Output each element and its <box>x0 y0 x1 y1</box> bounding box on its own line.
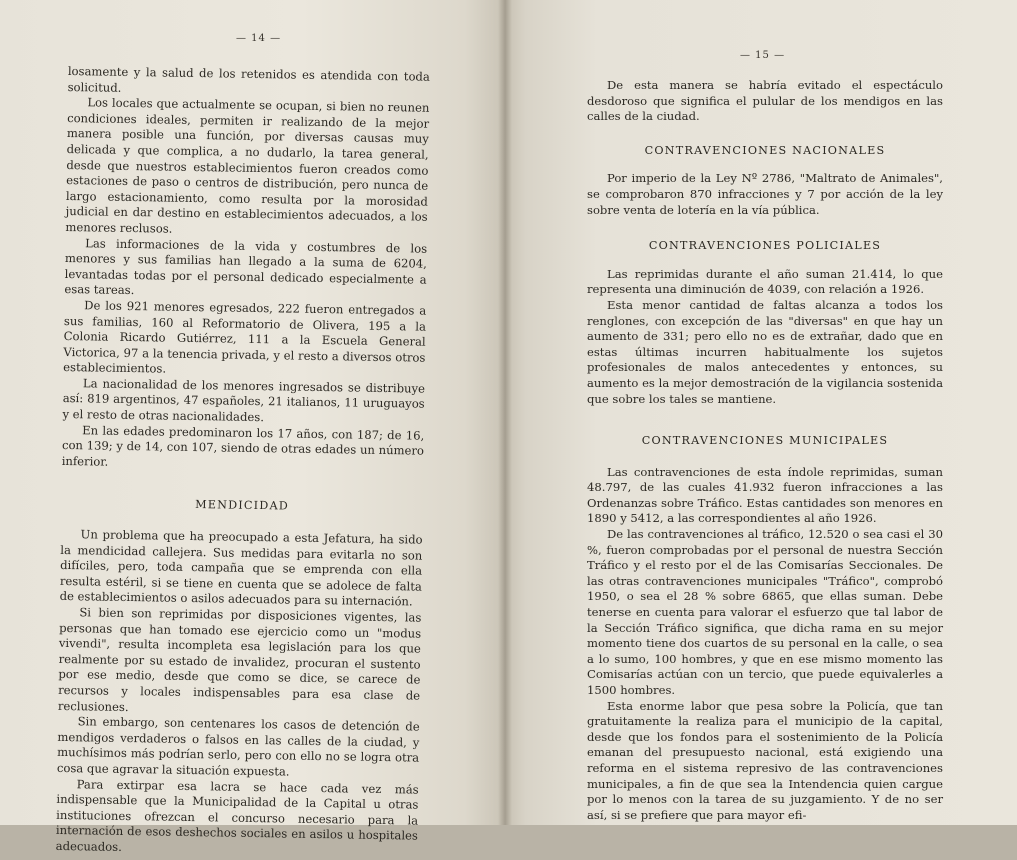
paragraph: Las contravenciones de esta índole reprimidas, suman 48.797, de las cuales 41.932 fueron infracciones a las Ordenanzas sobre Tráfico. Estas cantidades son menores en 1890 y 5412, a las correspondientes al año 1926. <box>587 464 943 526</box>
paragraph: De las contravenciones al tráfico, 12.520 o sea casi el 30 %, fueron comprobadas por el personal de nuestra Sección Tráfico y el resto por el de las Comisarías Seccionales. De las otras contravenciones municipales "Tráfico", comprobó 1950, o sea el 28 % sobre 6865, que ellas suman. Debe tenerse en cuenta para valorar el esfuerzo que tal labor de la Sección Tráfico significa, que dicha rama en su mejor momento tiene dos cuartos de su personal en la calle, o sea a lo sumo, 100 hombres, y que en ese mismo momento las Comisarías actúan con un tercio, que puede equivalerles a 1500 hombres. <box>587 527 943 697</box>
right-page-text <box>587 78 943 823</box>
section-heading-contravenciones-nacionales: CONTRAVENCIONES NACIONALES <box>644 143 886 157</box>
section-heading-contravenciones-policiales: CONTRAVENCIONES POLICIALES <box>648 239 882 253</box>
paragraph: Para extirpar esa lacra se hace cada vez más indispensable que la Municipalidad de la Capital u otras instituciones ofrezcan el concurso necesario para la internación de esos deshechos sociales en asilos u hospitales adecuados. <box>55 776 419 854</box>
section-heading-mendicidad: MENDICIDAD <box>195 498 290 513</box>
paragraph: Sin embargo, son centenares los casos de detención de mendigos verdaderos o falsos en las calles de la ciudad, y muchísimos más podrían serlo, pero con ello no se logra otra cosa que agravar la situación expuesta. <box>56 714 420 779</box>
paragraph: Esta menor cantidad de faltas alcanza a todos los renglones, con excepción de las "diversas" en que hay un aumento de 331; pero ello no es de extrañar, dado que en estas últimas incurren habitualmente los sujetos profesionales de malos antecedentes y entonces, su aumento es la mejor demostración de la vigilancia sostenida que sobre los tales se mantiene. <box>587 297 943 406</box>
paragraph: Un problema que ha preocupado a esta Jefatura, ha sido la mendicidad callejera. Sus medidas para evitarla no son difíciles, pero, toda campaña que se emprenda con ella resulta estéril, si se tiene en cuenta que se adolece de falta de establecimientos o asilos adecuados para su internación. <box>59 527 423 609</box>
book-gutter <box>498 0 512 825</box>
paragraph: Esta enorme labor que pesa sobre la Policía, que tan gratuitamente la realiza para el municipio de la capital, desde que los fondos para el sostenimiento de la Policía emanan del presupuesto nacional, está exigiendo una reforma en el sistema represivo de las contravenciones municipales, a fin de que sea la Intendencia quien cargue por lo menos con la tarea de su juzgamiento. Y de no ser así, si se prefiere que para mayor efi- <box>587 698 943 822</box>
paragraph: La nacionalidad de los menores ingresados se distribuye así: 819 argentinos, 47 españoles, 21 italianos, 11 uruguayos y el resto de otras nacionalidades. <box>62 376 426 425</box>
paragraph: De esta manera se habría evitado el espectáculo desdoroso que significa el pulular de los mendigos en las calles de la ciudad. <box>587 78 943 124</box>
paragraph: De los 921 menores egresados, 222 fueron entregados a sus familias, 160 al Reformatorio de Olivera, 195 a la Colonia Ricardo Gutiérrez, 111 a la Escuela General Victorica, 97 a la tenencia privada, y el resto a diversos otros establecimientos. <box>63 298 427 376</box>
paragraph: En las edades predominaron los 17 años, con 187; de 16, con 139; y de 14, con 107, siendo de otras edades un número inferior. <box>61 422 425 469</box>
left-page-text <box>56 64 430 860</box>
paragraph: losamente y la salud de los retenidos es atendida con toda solicitud. <box>67 64 430 95</box>
section-heading-contravenciones-municipales: CONTRAVENCIONES MUNICIPALES <box>641 434 889 448</box>
right-page-number: — 15 — <box>740 50 786 61</box>
paragraph: Los locales que actualmente se ocupan, si bien no reunen condiciones ideales, permiten ir realizando de la mejor manera posible una función, por diversas causas muy delicada y que complica, a no dudarlo, la tarea general, desde que nuestros establecimientos fueron creados como estaciones de paso o centros de distribución, pero nunca de largo estacionamiento, como resulta por la morosidad judicial en dar destino en establecimientos adecuados, a los menores reclusos. <box>65 95 430 236</box>
paragraph: Si bien son reprimidas por disposiciones vigentes, las personas que han tomado ese ejercicio como un "modus vivendi", resulta incompleta esa legislación para los que realmente por su estado de invalidez, procuran el sustento por ese medio, desde que como se dice, se carece de recursos y locales indispensables para esa clase de reclusiones. <box>57 605 422 714</box>
paragraph: Por imperio de la Ley Nº 2786, "Maltrato de Animales", se comprobaron 870 infracciones y 7 por acción de la ley sobre venta de lotería en la vía pública. <box>587 171 943 217</box>
paragraph: Las reprimidas durante el año suman 21.414, lo que representa una diminución de 4039, con relación a 1926. <box>587 266 943 297</box>
left-page-number: — 14 — <box>236 33 282 44</box>
paragraph: Las informaciones de la vida y costumbres de los menores y sus familias han llegado a la suma de 6204, levantadas todas por el personal dedicado especialmente a esas tareas. <box>64 235 428 298</box>
